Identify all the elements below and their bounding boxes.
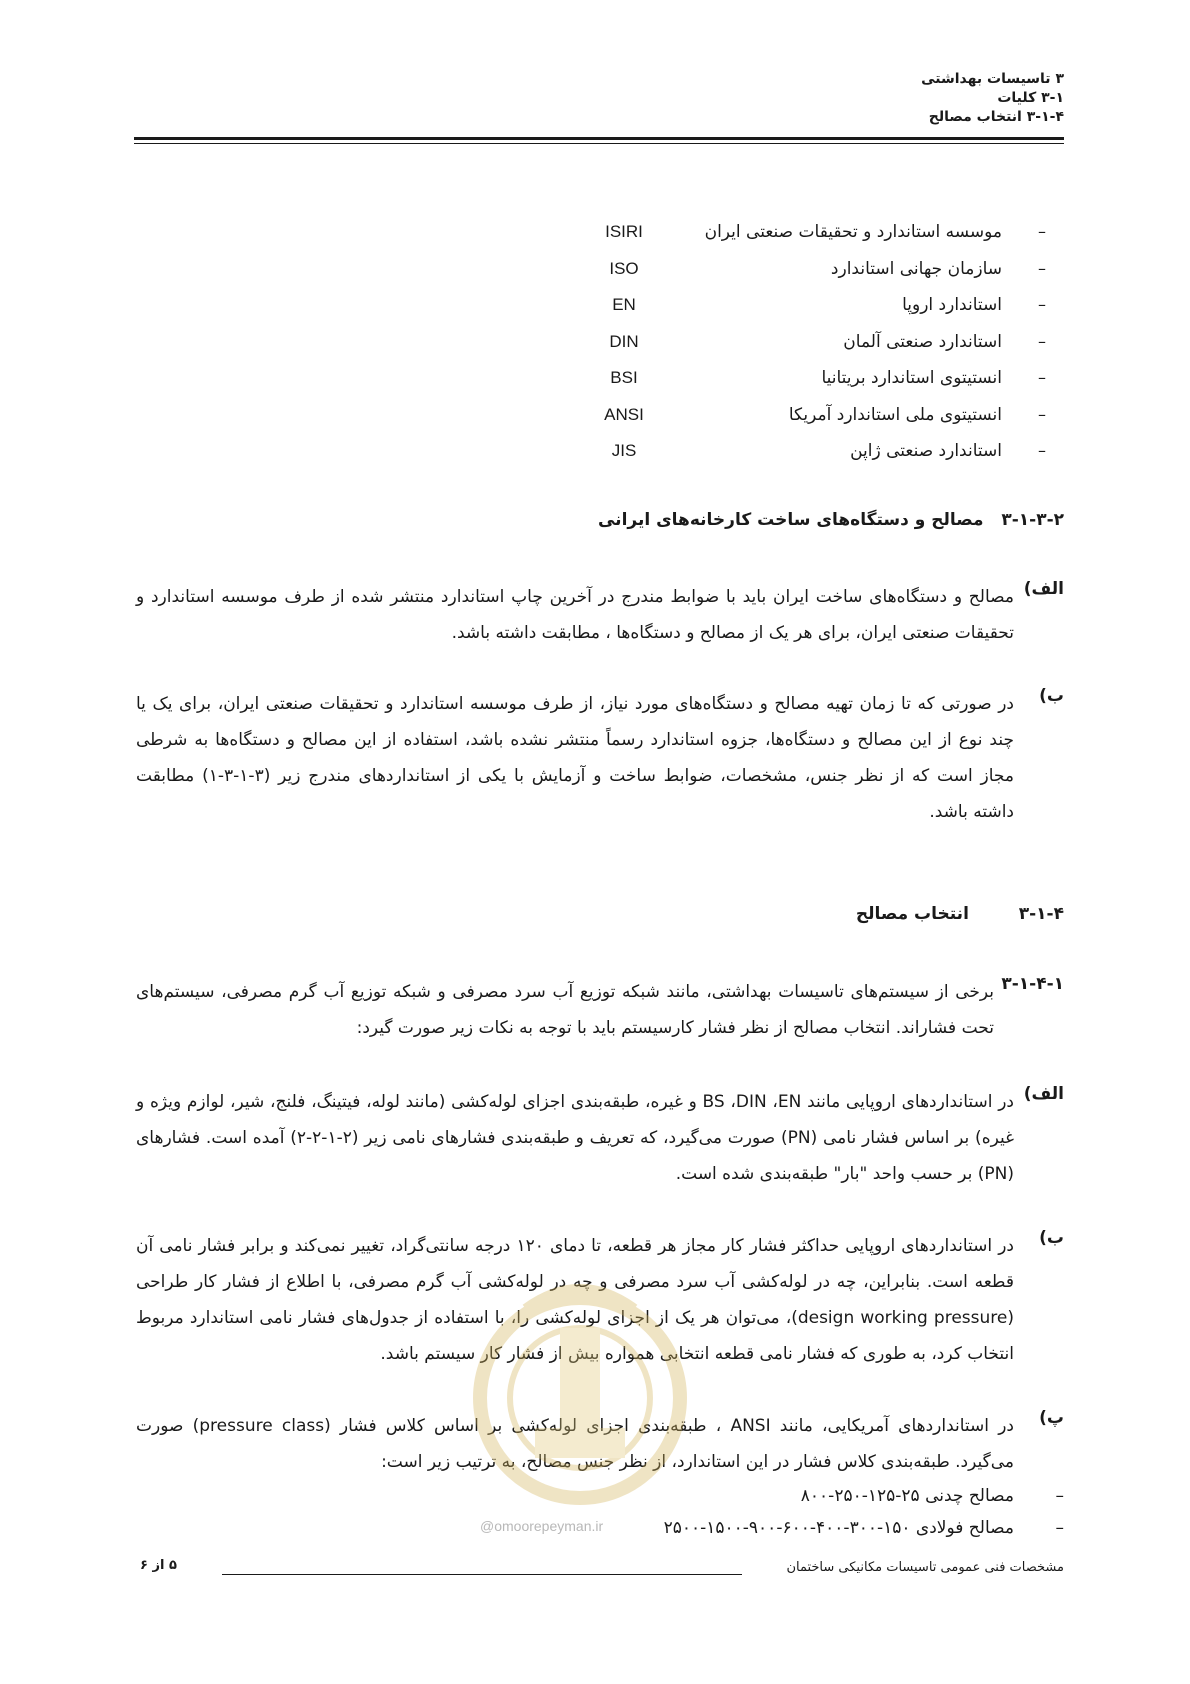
- section-number: ۳-۱-۴: [1018, 904, 1064, 924]
- standard-name: استاندارد صنعتی آلمان: [843, 331, 1002, 352]
- clause-label: الف): [1023, 579, 1064, 599]
- footer-rule: [222, 1574, 742, 1575]
- list-dash: –: [1055, 1486, 1064, 1506]
- watermark-text: @omoorepeyman.ir: [480, 1518, 604, 1534]
- header-section: ۳-۱ کلیات: [997, 90, 1064, 106]
- standard-code: ISO: [609, 258, 639, 278]
- clause-3-1-4-1: [136, 974, 1064, 1046]
- list-dash: –: [1038, 441, 1046, 460]
- clause-b: [136, 686, 1064, 830]
- header-rule-thick: [134, 137, 1064, 140]
- clause-text: در استانداردهای اروپایی مانند BS ،DIN ،EN و غیره، طبقه‌بندی اجزای لوله‌کشی (مانند لوله، فیتینگ، فلنج، شیر، لوازم ویژه و غیره) بر اساس فشار نامی (PN) صورت می‌گیرد، که تعریف و طبقه‌بندی فشارهای نامی زیر (۲-۱-۲-۲) آمده است. فشارهای (PN) بر حسب واحد "بار" طبقه‌بندی شده است.: [136, 1092, 1014, 1184]
- list-item-text: مصالح فولادی ۱۵۰-۳۰۰-۴۰۰-۶۰۰-۹۰۰-۱۵۰۰-۲۵۰۰: [663, 1518, 1014, 1538]
- clause-text: در استانداردهای آمریکایی، مانند ANSI ، طبقه‌بندی اجزای لوله‌کشی بر اساس کلاس فشار (pressure class) صورت می‌گیرد. طبقه‌بندی کلاس فشار در این استاندارد، از نظر جنس مصالح، به ترتیب زیر است:: [136, 1416, 1014, 1472]
- list-item: [609, 258, 1064, 296]
- clause-text: در صورتی که تا زمان تهیه مصالح و دستگاه‌های مورد نیاز، از طرف موسسه استاندارد و تحقیقات صنعتی ایران، برای یک یا چند نوع از این مصالح و دستگاه‌ها، جزوه استاندارد رسماً منتشر نشده باشد، استفاده از این مصالح و دستگاه‌ها به شرطی مجاز است که از نظر جنس، مشخصات، ضوابط ساخت و آزمایش با یکی از استانداردهای مندرج زیر (۳-۱-۳-۱) مطابقت داشته باشد.: [136, 694, 1014, 822]
- section-heading: [856, 904, 1064, 924]
- list-dash: –: [1038, 368, 1046, 387]
- list-item: [614, 295, 1064, 332]
- standard-code: DIN: [609, 331, 639, 351]
- footer-title: مشخصات فنی عمومی تاسیسات مکانیکی ساختمان: [786, 1560, 1064, 1575]
- standard-name: انستیتوی ملی استاندارد آمریکا: [788, 404, 1002, 425]
- standard-code: BSI: [610, 368, 638, 387]
- header-chapter: ۳ تاسیسات بهداشتی: [921, 71, 1064, 87]
- section-number: ۳-۱-۳-۲: [1001, 510, 1064, 530]
- list-dash: –: [1038, 331, 1046, 351]
- page-header: [921, 70, 1064, 127]
- standard-code: JIS: [611, 441, 637, 460]
- clause-label: ب): [1039, 1228, 1064, 1248]
- standard-code: EN: [612, 295, 636, 314]
- clause-label: الف): [1023, 1084, 1064, 1104]
- clause-a: [136, 579, 1064, 651]
- clause-label: ۳-۱-۴-۱: [1001, 974, 1064, 994]
- clause-a: [136, 1084, 1064, 1192]
- list-item-text: مصالح چدنی ۲۵-۱۲۵-۲۵۰-۸۰۰: [800, 1486, 1014, 1506]
- list-item: [611, 441, 1064, 478]
- header-rule-thin: [134, 143, 1064, 144]
- standards-list: [604, 222, 1064, 478]
- standard-code: ANSI: [604, 404, 644, 424]
- list-item: [609, 331, 1064, 369]
- standard-name: استاندارد صنعتی ژاپن: [850, 441, 1002, 461]
- clause-text: برخی از سیستم‌های تاسیسات بهداشتی، مانند شبکه توزیع آب سرد مصرفی و شبکه توزیع آب گرم مصرفی، سیستم‌های تحت فشاراند. انتخاب مصالح از نظر فشار کارسیستم باید با توجه به نکات زیر صورت گیرد:: [136, 982, 994, 1038]
- clause-label: ب): [1039, 686, 1064, 706]
- list-item: [605, 222, 1064, 259]
- standard-code: ISIRI: [605, 222, 643, 241]
- list-dash: –: [1038, 258, 1046, 278]
- section-title: انتخاب مصالح: [855, 904, 969, 924]
- list-item: [610, 368, 1064, 405]
- standard-name: استاندارد اروپا: [902, 295, 1002, 315]
- clause-text: مصالح و دستگاه‌های ساخت ایران باید با ضوابط مندرج در آخرین چاپ استاندارد منتشر شده از طرف موسسه استاندارد و تحقیقات صنعتی ایران، برای هر یک از مصالح و دستگاه‌ها ، مطابقت داشته باشد.: [136, 587, 1014, 643]
- list-item: [604, 404, 1064, 442]
- standard-name: سازمان جهانی استاندارد: [830, 258, 1002, 279]
- list-dash: –: [1038, 222, 1046, 241]
- clause-label: پ): [1039, 1408, 1064, 1428]
- section-heading: [598, 510, 1064, 530]
- list-dash: –: [1055, 1518, 1064, 1538]
- list-dash: –: [1038, 295, 1046, 314]
- page-number: ۵ از ۶: [140, 1558, 177, 1573]
- list-dash: –: [1038, 404, 1046, 424]
- header-subsection: ۳-۱-۴ انتخاب مصالح: [928, 109, 1064, 125]
- clause-text: در استانداردهای اروپایی حداکثر فشار کار مجاز هر قطعه، تا دمای ۱۲۰ درجه سانتی‌گراد، تغییر نمی‌کند و برابر فشار نامی آن قطعه است. بنابراین، چه در لوله‌کشی آب سرد مصرفی و چه در لوله‌کشی آب گرم مصرفی، با اطلاع از فشار کار طراحی (design working pressure)، می‌توان هر یک از اجزای لوله‌کشی را، با استفاده از جدول‌های فشار نامی استاندارد مربوط انتخاب کرد، به طوری که فشار نامی قطعه انتخابی همواره بیش از فشار کار سیستم باشد.: [136, 1236, 1014, 1364]
- section-title: مصالح و دستگاه‌های ساخت کارخانه‌های ایرانی: [597, 510, 984, 530]
- watermark-logo: [465, 1268, 695, 1508]
- standard-name: انستیتوی استاندارد بریتانیا: [821, 368, 1002, 388]
- standard-name: موسسه استاندارد و تحقیقات صنعتی ایران: [704, 222, 1002, 242]
